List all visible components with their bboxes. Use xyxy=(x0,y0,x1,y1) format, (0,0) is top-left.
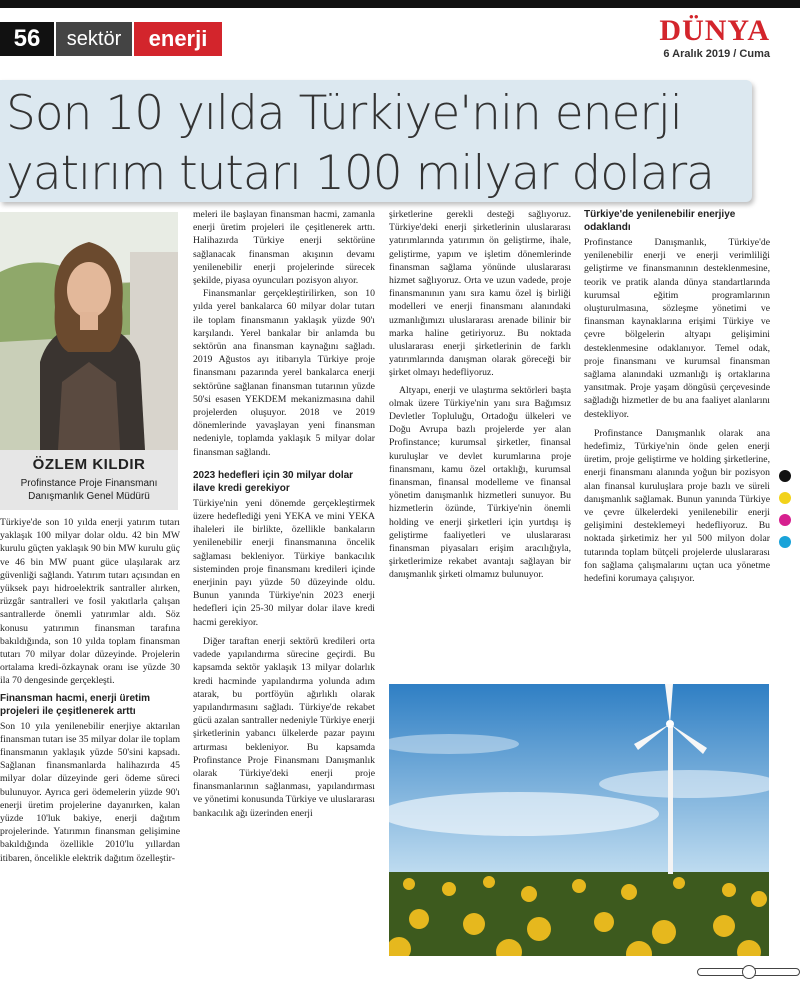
paragraph: meleri ile başlayan finansman hacmi, zamanla enerji üretim projeleri ile çeşitlenerek arttı. Halihazırda Türkiye enerji sektörüne sağlanacak finansman akışının devamı yenilenebilir enerji projelerinde sürecek şekilde, piyasa oyuncuları pozisyon alıyor. xyxy=(193,209,375,287)
author-title-line-1: Profinstance Proje Finansmanı xyxy=(20,478,158,489)
author-title xyxy=(0,477,178,503)
paragraph: Türkiye'nin yeni dönemde gerçekleştirmek üzere hedeflediği yeni YEKA ve mini YEKA ihaleleri ile birlikte, özellikle bankaların yenilenebilir enerji finansmanına öncelik sağlaması bekleniyor. Türkiye bankacılık sisteminden proje finansmanı kredileri içinde enerjinin payı yüzde 50 düzeyinde oldu. Bunun yanında Türkiye'nin 2023 enerji hedefleri için 25-30 milyar dolar ilave kredi hacmi gerekiyor. xyxy=(193,497,375,628)
category-label: enerji xyxy=(134,22,222,56)
newspaper-logo: DÜNYA xyxy=(659,14,770,47)
circle-icon xyxy=(742,965,756,979)
column-4 xyxy=(584,208,770,585)
column-2 xyxy=(193,208,375,820)
color-registration-marks xyxy=(779,470,791,558)
cyan-dot-icon xyxy=(779,536,791,548)
author-name: ÖZLEM KILDIR xyxy=(32,456,146,473)
paragraph: Profinstance Danışmanlık, Türkiye'de yenilenebilir enerji ve enerji verimliliği geliştirme ve finansmanının desteklenmesine, teorik ve pratik alanda dünya standartlarında kurumsal eğitim programlarının oluşturulmasına, sözleşme yönetimi ve finansman kaynaklarına erişimi Türkiye ve çevre bölgelerin altyapı gelişimini desteklenmesine odaklanıyor. Temel odak, proje finansmanı ve kurumsal finansman sağlama alanındaki uzmanlığı iş ortaklarına yansıtmak. Proje yaşam döngüsü çerçevesinde sağladığı hizmetler de bu ana faaliyet alanlarını destekliyor. xyxy=(584,237,770,420)
paragraph: Profinstance Danışmanlık olarak ana hedefimiz, Türkiye'nin önde gelen enerji üretim, proje geliştirme ve holding şirketlerine, enerji finansmanı alanında yoğun bir pozisyon alan finansal kuruluşlara proje bazlı ve süreli danışmanlık sağlamak. Bunun yanında Türkiye ve çevre ülkelerdeki yenilenebilir enerji gelişimini desteklemeyi hedefliyoruz. Bu noktada şirketimiz her yıl 500 milyon dolar tutarında toplam bütçeli projelerde uluslararası fon sağlama çalışmalarını uçtan uca yönetme hedefini korumaya çalışıyor. xyxy=(584,427,770,585)
page-number: 56 xyxy=(0,22,54,56)
paragraph: Finansmanlar gerçekleştirilirken, son 10 yılda yerel bankalarca 60 milyar dolar tutarı ile toplam finansmanın yaklaşık yüzde 90'ı karşılandı. Yerel bankalar bir anlamda bu sektörün ana finansman kaynağını sağladı. 2019 Ağustos ayı itibarıyla Türkiye proje finansmanı pazarında yerel bankalarca enerji sektörüne sağlanan finansman tutarının yüzde 50'si esasen YEKDEM mekanizmasına dahil projelerden oluşuyor. 2018 ve 2019 dönemlerinde yavaşlayan yeni finansman nedeniyle, toplamda yaklaşık 5 milyar dolar finansman sağlandı. xyxy=(193,288,375,458)
paragraph: Diğer taraftan enerji sektörü kredileri orta vadede yapılandırma sürecine geçirdi. Bu kapsamda sektör yaklaşık 13 milyar dolarlık kredi hacminde yapılandırma yolunda adım atarak, bu portföyün ağırlıklı olarak yapılandırmasını sağladı. Türkiye'de rekabet gücü azalan santraller nedeniyle Türkiye enerji şirketlerinin yabancı ülkelerde pazar payını artırması bekleniyor. Bu kapsamda Profinstance Proje Finansmanı Danışmanlık olarak Türkiye'deki enerji proje finansmanlarının sağlanması, yapılandırması ve yönetimi konusunda Türkiye ve uluslararası bankacılık ağı üzerinden enerji xyxy=(193,635,375,819)
author-photo xyxy=(0,212,178,450)
column-3 xyxy=(389,208,571,582)
top-bar xyxy=(0,0,800,8)
footer-ornament xyxy=(697,968,800,976)
paragraph: Son 10 yıla yenilenebilir enerjiye aktarılan finansman tutarı ise 35 milyar dolar ile toplam finansmanın yaklaşık yüzde 50'sini kapsadı. Sağlanan finansmanlarda halihazırda 45 milyar dolar düzeyinde geri ödeme süreci bulunuyor. Ayrıca geri ödemelerin yüzde 90'ı enerji üretim projelerine dayanırken, kalan yüzde 10'luk bakiye, enerji dağıtım projelerinde. Yatırımın finansman gelişimine bakıldığında özellikle 2010'lu yıllardan itibaren, öncelikle elektrik dağıtım özelleştir- xyxy=(0,720,180,864)
paragraph: Altyapı, enerji ve ulaştırma sektörleri başta olmak üzere Türkiye'nin yanı sıra Bağımsız Devletler Topluluğu, Ortadoğu ülkeleri ve Doğu Avrupa bazlı projelerde yer alan Profinstance; kurumsal şirketler, finansal kuruluşlar ve devlet kurumlarına proje finansmanı, kamu özel ortaklığı, kurumsal finansman, finansal modelleme ve finansal yönetim danışmanlık hizmetleri sunuyor. Bu hizmetlerin özünde, Türkiye'nin önemli holding ve enerji şirketleri için yurtdışı iş geliştirme faaliyetleri ve uluslararası finansman piyasaları erişim aracılığıyla, şirketlerimize rekabet avantajı sağlayan bir danışmanlık şirketi olmamız bulunuyor. xyxy=(389,384,571,581)
column-1 xyxy=(0,516,180,865)
yellow-dot-icon xyxy=(779,492,791,504)
headline-line-2: yatırım tutarı 100 milyar dolara xyxy=(6,146,714,201)
author-title-line-2: Danışmanlık Genel Müdürü xyxy=(28,491,150,502)
black-dot-icon xyxy=(779,470,791,482)
subheading: Türkiye'de yenilenebilir enerjiye odaklandı xyxy=(584,209,736,233)
subheading: Finansman hacmi, enerji üretim projeleri ile çeşitlenerek arttı xyxy=(0,692,151,717)
issue-date: 6 Aralık 2019 / Cuma xyxy=(663,48,770,60)
wind-turbine-photo xyxy=(389,684,769,956)
headline-line-1: Son 10 yılda Türkiye'nin enerji xyxy=(6,86,682,141)
paragraph: şirketlerine gerekli desteği sağlıyoruz. Türkiye'deki enerji şirketlerinin uluslararası yatırımlarında yatırımın ön geliştirme, ihale, geliştirme, yapım ve işletim dönemlerinde finansman sağlama yönünde uluslararası hizmet sağlıyoruz. Orta ve uzun vadede, proje finansmanının yanı sıra kamu özel iş birliği modelleri ve enerji finansmanı alanındaki uzmanlığımızı uluslararası arenade bilinir bir marka haline getiriyoruz. Bu noktada uluslararası enerji şirketlerinin de farklı yatırımlarında danışman olarak göreceği bir şirket olmayı hedefliyoruz. xyxy=(389,209,571,379)
author-caption xyxy=(0,450,178,510)
paragraph: Türkiye'de son 10 yılda enerji yatırım tutarı yaklaşık 100 milyar dolar oldu. 42 bin MW kurulu güçten yaklaşık 90 bin MW kurulu güç ve 46 bin MW puant güce ulaşılarak arz güvenliği sağlandı. Yatırım tutarı açısından en yüksek payı hidroelektrik santraller alırken, rüzgâr santralleri ve fosil yakıtlarla çalışan santrallerde önemli yatırımlar aldı. Söz konusu yatırımın finansman tarafına bakıldığında, son 10 yılda toplam finansman tutarı 70 milyar dolar düzeyinde. Projelerin ortalama kredi-özkaynak oranı ise yüzde 30 ila 70 dengesinde gerçekleşti. xyxy=(0,517,180,687)
subheading: 2023 hedefleri için 30 milyar dolar ilave kredi gerekiyor xyxy=(193,469,354,494)
section-label: sektör xyxy=(56,22,132,56)
magenta-dot-icon xyxy=(779,514,791,526)
